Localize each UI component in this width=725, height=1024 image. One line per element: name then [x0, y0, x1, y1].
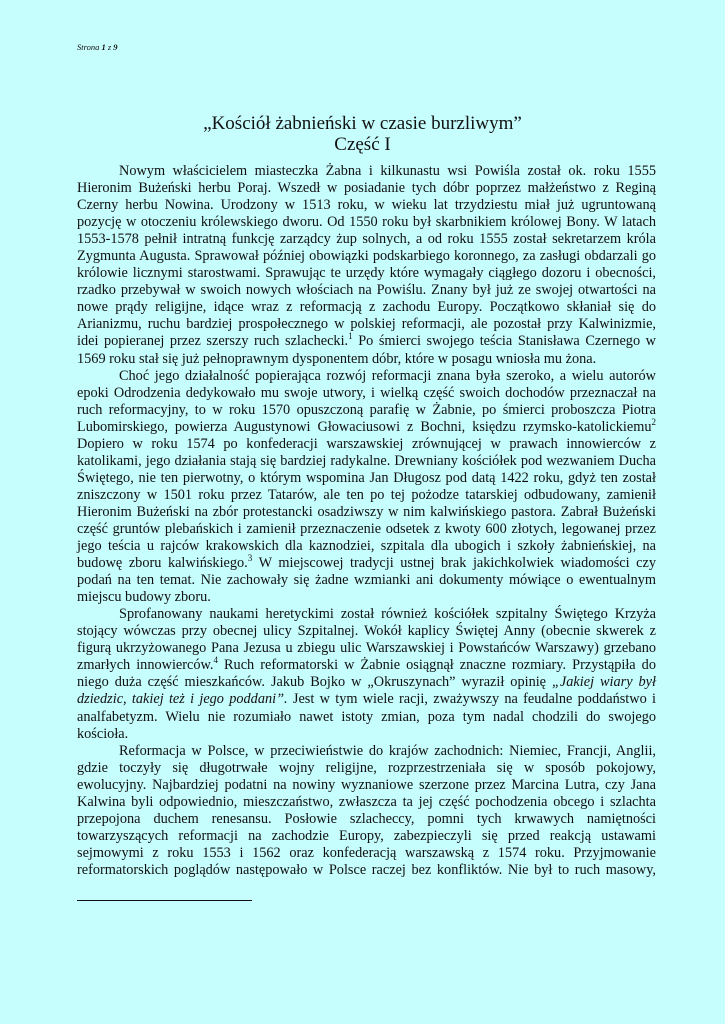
footnote-ref[interactable]: 2: [651, 416, 656, 427]
page-number: Strona 1 z 9: [77, 42, 118, 52]
text-line: Świętego, nie ten pierwotny, o którym wspomina Jan Długosz pod datą 1422 roku, gdyż ten został: [77, 469, 656, 486]
text-line: Arianizmu, ruchu bardziej prospołecznego w polskiej reformacji, ale pozostał przy Kalwinizmie,: [77, 316, 656, 333]
text-line: analfabetyzm. Wielu nie rozumiało nawet istoty zmian, poza tym nadal chodzili do swojego: [77, 708, 656, 725]
text-line: sejmowymi z roku 1553 i 1562 oraz konfederacją warszawską z 1574 roku. Przyjmowanie: [77, 844, 656, 861]
text-line: idei popieranej przez szerszy ruch szlachecki.$^1$ Po śmierci swojego teścia Stanisława Czernego w: [77, 331, 656, 350]
text-line: 1569 roku stał się już pełnoprawnym dysponentem dóbr, które w posagu wniosła mu żona.: [77, 350, 597, 367]
text-line: rzadko przebywał w swoich nowych włościach na Powiślu. Znany był już ze swojej otwartości na: [77, 282, 656, 299]
text-line: Nowym właścicielem miasteczka Żabna i kilkunastu wsi Powiśla został ok. roku 1555: [119, 163, 656, 179]
text-line: zniszczony w 1501 roku przez Tatarów, ale ten po tej pożodze tatarskiej odbudowany, zamienił: [77, 486, 656, 503]
text-line: Hieronim Bużeński herbu Poraj. Wszedł w posiadanie tych dóbr poprzez małżeństwo z Reginą: [77, 180, 656, 197]
text-line: ruch reformacyjny, to w roku 1570 opuszczoną parafię w Żabnie, po śmierci proboszcza Piotra: [77, 401, 656, 418]
text-line: Dopiero w roku 1574 po konfederacji warszawskiej zrównującej w prawach innowierców z: [77, 435, 656, 452]
text-line: niego duża część mieszkańców. Jakub Bojko w „Okruszynach” wyraził opinię „Jakiej wiary był: [77, 674, 656, 691]
text-line: epoki Odrodzenia dedykowało mu swoje utwory, i wielką część swoich dochodów przeznaczał na: [77, 384, 656, 401]
text-line: Czerny herbu Nowina. Urodzony w 1513 roku, w wieku lat trzydziestu miał już ugruntowaną: [77, 197, 656, 214]
text-line: katolikami, jego działania stają się bardziej radykalne. Drewniany kościółek pod wezwaniem Ducha: [77, 452, 656, 469]
text-line: Sprofanowany naukami heretyckimi został również kościółek szpitalny Świętego Krzyża: [119, 606, 656, 623]
document-title: „Kościół żabnieński w czasie burzliwym”: [203, 113, 522, 134]
text-line: towarzyszących reformacji na zachodzie Europy, zabezpieczyli się przed reakcją ustawami: [77, 827, 656, 844]
text-line: Kalwina byli odpowiednio, mieszczaństwo, zwłaszcza ta jej część pochodzenia obcego i szlachta: [77, 793, 656, 810]
text-line: gdzie toczyły się długotrwałe wojny religijne, rozprzestrzeniała się w sposób pokojowy,: [77, 759, 656, 776]
text-line: podań na ten temat. Nie zachowały się żadne wzmianki ani dokumenty mówiące o ewentualnym: [77, 572, 656, 589]
text-line: ewolucyjny. Najbardziej podatni na nowiny wyznaniowe szerzone przez Marcina Lutra, czy Jana: [77, 776, 656, 793]
text-line: zmarłych innowierców.$^4$ Ruch reformatorski w Żabnie osiągnął znaczne rozmiary. Przystąpiła do: [77, 655, 656, 674]
text-line: stojący wówczas przy obecnej ulicy Szpitalnej. Wokół kaplicy Świętej Anny (obecnie skwerek z: [77, 623, 656, 640]
text-line: figurą ukrzyżowanego Pana Jezusa u zbiegu ulic Warszawskiej i Powstańców Warszawy) grzebano: [77, 640, 656, 657]
text-line: nowe prądy religijne, idące wraz z reformacją z zachodu Europy. Początkowo skłaniał się do: [77, 299, 656, 316]
text-line: Choć jego działalność popierająca rozwój reformacji znana była szeroko, a wielu autorów: [119, 367, 656, 384]
text-line: Hieronim Bużeński na zbór protestancki osadziwszy w nim kalwińskiego pastora. Zabrał Bużeński: [77, 503, 656, 520]
text-line: przepojona duchem renesansu. Posłowie szlacheccy, pomni tych krwawych namiętności: [77, 810, 656, 827]
text-line: kościoła.: [77, 725, 129, 742]
footnote-ref[interactable]: 1: [348, 331, 353, 342]
text-line: dziedzic, takiej też i jego poddani”. Jest w tym wiele racji, zważywszy na feudalne poddaństwo i: [77, 691, 656, 708]
document-body: [77, 163, 656, 879]
text-line: Lubomirskiego, powierza Augustynowi Głowaciusowi z Bochni, księdzu rzymsko-katolickiemu$^2$: [77, 416, 656, 435]
text-line: królowie licznymi starostwami. Sprawując te urzędy które wymagały ciągłego dozoru i obecności,: [77, 265, 656, 282]
text-line: jego teścia u rajców krakowskich dla kaznodziei, szpitala dla ubogich i szkoły żabnieńskiej, na: [77, 538, 656, 555]
document-subtitle: Część I: [334, 134, 391, 155]
footnote-ref[interactable]: 4: [213, 655, 218, 666]
footnote-separator: [77, 900, 252, 901]
footnote-ref[interactable]: 3: [247, 553, 253, 564]
text-line: Zygmunta Augusta. Sprawował później obowiązki podskarbiego koronnego, za zasługi obdarzali go: [77, 248, 656, 265]
text-line: miejscu budowy zboru.: [77, 589, 211, 606]
text-line: Reformacja w Polsce, w przeciwieństwie do krajów zachodnich: Niemiec, Francji, Anglii,: [119, 742, 656, 759]
text-line: pozycję w otoczeniu królewskiego dworu. Od 1550 roku był skarbnikiem królowej Bony. W latach: [77, 214, 656, 231]
text-line: 1553-1578 pełnił intratną funkcję zarządcy żup solnych, a od roku 1555 został sekretarzem króla: [77, 231, 656, 248]
text-line: budowę zboru kalwińskiego.$^3$ W miejscowej tradycji ustnej brak jakichkolwiek wiadomości czy: [77, 553, 657, 572]
text-line: reformatorskich poglądów następowało w Polsce raczej bez konfliktów. Nie był to ruch masowy,: [77, 861, 656, 878]
text-line: część gruntów plebańskich i zamienił przeznaczenie odsetek z kwoty 600 złotych, legowanej przez: [77, 520, 656, 537]
